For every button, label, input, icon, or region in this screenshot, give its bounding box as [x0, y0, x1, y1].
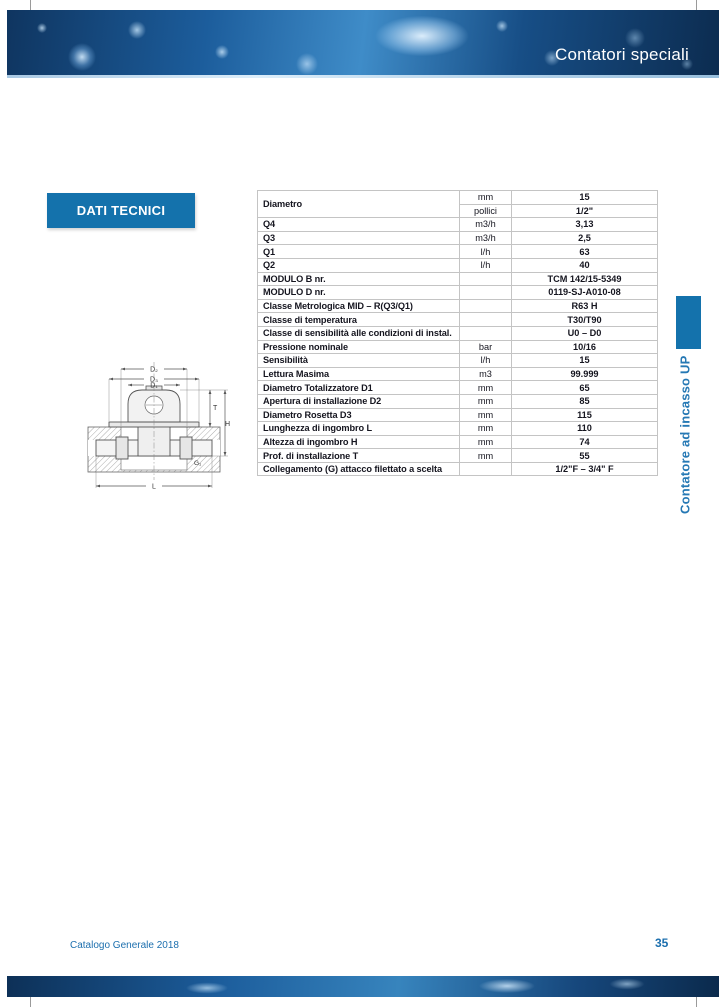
spec-label: Q4 — [258, 218, 460, 232]
table-row — [258, 299, 658, 313]
footer-catalog-label: Catalogo Generale 2018 — [70, 940, 179, 951]
spec-value: 1/2"F – 3/4" F — [512, 462, 658, 476]
spec-unit: mm — [460, 381, 512, 395]
table-row — [258, 394, 658, 408]
spec-label: Q1 — [258, 245, 460, 259]
spec-unit: l/h — [460, 245, 512, 259]
spec-unit — [460, 313, 512, 327]
spec-value: 40 — [512, 258, 658, 272]
table-row — [258, 258, 658, 272]
header-banner-edge — [7, 75, 719, 78]
table-row — [258, 313, 658, 327]
technical-drawing — [82, 360, 234, 502]
spec-value: R63 H — [512, 299, 658, 313]
spec-label: Classe Metrologica MID – R(Q3/Q1) — [258, 299, 460, 313]
table-row — [258, 422, 658, 436]
spec-unit: pollici — [460, 204, 512, 218]
page-number: 35 — [655, 936, 669, 950]
spec-value: 15 — [512, 354, 658, 368]
spec-value: 63 — [512, 245, 658, 259]
dim-label-g: G₁ — [194, 460, 202, 467]
dim-label-t: T — [213, 405, 218, 412]
spec-unit — [460, 326, 512, 340]
spec-label: Q2 — [258, 258, 460, 272]
section-title-box — [47, 193, 195, 228]
spec-label: Q3 — [258, 231, 460, 245]
spec-label: Diametro Totalizzatore D1 — [258, 381, 460, 395]
tech-specs-table — [257, 190, 658, 476]
spec-unit — [460, 272, 512, 286]
spec-label: Diametro Rosetta D3 — [258, 408, 460, 422]
spec-unit: mm — [460, 408, 512, 422]
spec-label: Lunghezza di ingombro L — [258, 422, 460, 436]
table-row — [258, 354, 658, 368]
crop-mark-bottom-right — [696, 997, 697, 1007]
dim-label-d1: D₁ — [150, 382, 158, 390]
spec-value: 3,13 — [512, 218, 658, 232]
dim-label-d3: D₃ — [150, 376, 158, 384]
spec-value: 74 — [512, 435, 658, 449]
tech-specs-table-wrap — [257, 190, 658, 476]
table-row — [258, 408, 658, 422]
spec-value: 2,5 — [512, 231, 658, 245]
spec-value: 99.999 — [512, 367, 658, 381]
spec-unit: bar — [460, 340, 512, 354]
spec-label: Lettura Masima — [258, 367, 460, 381]
spec-label: MODULO D nr. — [258, 286, 460, 300]
table-row — [258, 462, 658, 476]
spec-unit: mm — [460, 422, 512, 436]
table-row — [258, 231, 658, 245]
spec-label: Classe di sensibilità alle condizioni di instal. — [258, 326, 460, 340]
spec-label: MODULO B nr. — [258, 272, 460, 286]
spec-label: Classe di temperatura — [258, 313, 460, 327]
dim-label-l: L — [152, 483, 156, 491]
crop-mark-bottom-left — [30, 997, 31, 1007]
spec-value: T30/T90 — [512, 313, 658, 327]
meter-drawing — [82, 360, 234, 502]
spec-unit: mm — [460, 394, 512, 408]
table-row — [258, 245, 658, 259]
crop-mark-top-right — [696, 0, 697, 10]
spec-unit: l/h — [460, 354, 512, 368]
spec-label: Prof. di installazione T — [258, 449, 460, 463]
spec-value: TCM 142/15-5349 — [512, 272, 658, 286]
spec-unit: mm — [460, 191, 512, 205]
dim-label-d2: D₂ — [150, 366, 158, 374]
spec-value: 55 — [512, 449, 658, 463]
spec-label: Collegamento (G) attacco filettato a scelta — [258, 462, 460, 476]
table-row — [258, 191, 658, 205]
spec-unit: m3/h — [460, 218, 512, 232]
spec-label: Apertura di installazione D2 — [258, 394, 460, 408]
spec-value: 85 — [512, 394, 658, 408]
table-row — [258, 340, 658, 354]
spec-value: 10/16 — [512, 340, 658, 354]
spec-value: 65 — [512, 381, 658, 395]
spec-value: 0119-SJ-A010-08 — [512, 286, 658, 300]
table-row — [258, 381, 658, 395]
spec-unit: m3 — [460, 367, 512, 381]
table-row — [258, 286, 658, 300]
crop-mark-top-left — [30, 0, 31, 10]
spec-value: U0 – D0 — [512, 326, 658, 340]
side-tab-marker — [676, 296, 701, 349]
dim-label-h: H — [224, 421, 231, 428]
spec-value: 110 — [512, 422, 658, 436]
spec-unit: mm — [460, 449, 512, 463]
page-title: Contatori speciali — [555, 45, 689, 64]
spec-value: 15 — [512, 191, 658, 205]
spec-unit: l/h — [460, 258, 512, 272]
table-row — [258, 435, 658, 449]
spec-unit — [460, 286, 512, 300]
table-row — [258, 218, 658, 232]
spec-unit — [460, 462, 512, 476]
spec-unit: m3/h — [460, 231, 512, 245]
footer-banner — [7, 976, 719, 997]
table-row — [258, 326, 658, 340]
spec-label: Sensibilità — [258, 354, 460, 368]
spec-label: Diametro — [258, 191, 460, 218]
table-row — [258, 272, 658, 286]
section-title: DATI TECNICI — [76, 203, 166, 218]
spec-label: Altezza di ingombro H — [258, 435, 460, 449]
spec-unit: mm — [460, 435, 512, 449]
spec-value: 1/2" — [512, 204, 658, 218]
table-row — [258, 367, 658, 381]
spec-value: 115 — [512, 408, 658, 422]
side-tab-label: Contatore ad incasso UP — [677, 355, 693, 515]
spec-unit — [460, 299, 512, 313]
header-banner — [7, 10, 719, 75]
table-row — [258, 449, 658, 463]
spec-label: Pressione nominale — [258, 340, 460, 354]
